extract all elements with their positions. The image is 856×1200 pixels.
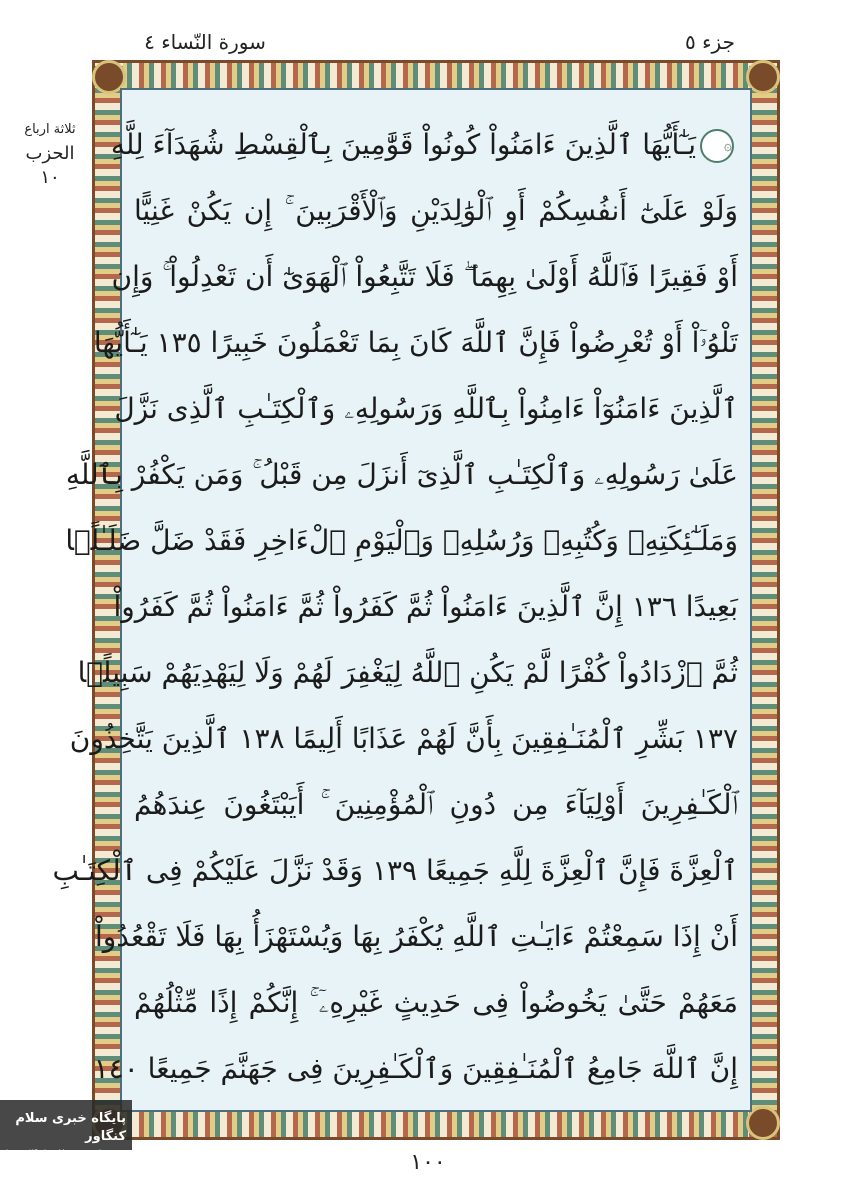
verse-line-7: وَمَلَـٰٓئِكَتِهِۦ وَكُتُبِهِۦ وَرُسُلِهِۦ وَٱلْيَوْمِ ٱلْءَاخِرِ فَقَدْ ضَلَّ ضَلَـٰلًۢا <box>65 524 738 557</box>
hizb-side-note <box>8 118 92 190</box>
verse-line-9: ثُمَّ ٱزْدَادُواْ كُفْرًا لَّمْ يَكُنِ ٱللَّهُ لِيَغْفِرَ لَهُمْ وَلَا لِيَهْدِيَهُمْ سَبِيلًۢا <box>77 656 738 689</box>
verse-line-11: ٱلْكَـٰفِرِينَ أَوْلِيَآءَ مِن دُونِ ٱلْمُؤْمِنِينَ ۚ أَيَبْتَغُونَ عِندَهُمُ <box>134 788 738 821</box>
watermark-url: https://SalamKangavar.ir <box>6 1148 105 1158</box>
quran-text-panel <box>52 88 752 1112</box>
hizb-quarter-label: ثلاثة ارباع <box>24 122 76 137</box>
verse-line-3: أَوْ فَقِيرًا فَٱللَّهُ أَوْلَىٰ بِهِمَا ۖ فَلَا تَتَّبِعُواْ ٱلْهَوَىٰٓ أَن تَعْدِلُواْ ۚ وَإِن <box>111 260 738 293</box>
verse-line-5: ٱلَّذِينَ ءَامَنُوٓاْ ءَامِنُواْ بِٱللَّهِ وَرَسُولِهِۦ وَٱلْكِتَـٰبِ ٱلَّذِى نَزَّلَ <box>114 392 738 425</box>
page-number: ١٠٠ <box>410 1150 446 1175</box>
verse-line-13: أَنْ إِذَا سَمِعْتُمْ ءَايَـٰتِ ٱللَّهِ يُكْفَرُ بِهَا وَيُسْتَهْزَأُ بِهَا فَلَا تَقْعُدُواْ <box>94 920 738 953</box>
verse-line-8: بَعِيدًا ١٣٦ إِنَّ ٱلَّذِينَ ءَامَنُواْ ثُمَّ كَفَرُواْ ثُمَّ ءَامَنُواْ ثُمَّ كَفَرُواْ <box>113 590 738 623</box>
watermark-title: پایگاه خبری سلام کنگاور <box>15 1111 126 1144</box>
hizb-number: ١٠ <box>40 167 60 188</box>
frame-border-bottom <box>95 1109 777 1137</box>
rub-el-hizb-icon: ۞ <box>700 129 734 163</box>
frame-border-top <box>95 63 777 91</box>
verse-line-14: مَعَهُمْ حَتَّىٰ يَخُوضُواْ فِى حَدِيثٍ غَيْرِهِۦٓ ۚ إِنَّكُمْ إِذًا مِّثْلُهُمْ <box>134 986 738 1019</box>
verse-line-15: إِنَّ ٱللَّهَ جَامِعُ ٱلْمُنَـٰفِقِينَ وَٱلْكَـٰفِرِينَ فِى جَهَنَّمَ جَمِيعًا ١٤٠ <box>93 1052 738 1085</box>
verse-line-2: وَلَوْ عَلَىٰٓ أَنفُسِكُمْ أَوِ ٱلْوَٰلِدَيْنِ وَٱلْأَقْرَبِينَ ۚ إِن يَكُنْ غَنِيًّا <box>134 194 738 227</box>
verse-line-1 <box>110 110 738 180</box>
juz-header: جزء ٥ <box>685 30 735 54</box>
verse-line-4: تَلْوُۥٓاْ أَوْ تُعْرِضُواْ فَإِنَّ ٱللَّهَ كَانَ بِمَا تَعْمَلُونَ خَبِيرًا ١٣٥ يَـٰٓأَيُّهَا <box>93 326 738 359</box>
site-watermark <box>0 1100 132 1158</box>
verse-line-12: ٱلْعِزَّةَ فَإِنَّ ٱلْعِزَّةَ لِلَّهِ جَمِيعًا ١٣٩ وَقَدْ نَزَّلَ عَلَيْكُمْ فِى ٱلْكِتَـٰبِ <box>52 854 738 887</box>
verse-line-6: عَلَىٰ رَسُولِهِۦ وَٱلْكِتَـٰبِ ٱلَّذِىٓ أَنزَلَ مِن قَبْلُ ۚ وَمَن يَكْفُرْ بِٱللَّهِ <box>65 458 738 491</box>
verse-line-10: ١٣٧ بَشِّرِ ٱلْمُنَـٰفِقِينَ بِأَنَّ لَهُمْ عَذَابًا أَلِيمًا ١٣٨ ٱلَّذِينَ يَتَّخِذُونَ <box>69 722 738 755</box>
surah-header: سورة النّساء ٤ <box>144 30 266 54</box>
frame-border-right <box>749 63 777 1137</box>
verse-line-text: يَـٰٓأَيُّهَا ٱلَّذِينَ ءَامَنُواْ كُونُواْ قَوَّٰمِينَ بِٱلْقِسْطِ شُهَدَآءَ لِلَّهِ <box>110 128 696 161</box>
hizb-label: الحزب <box>25 143 75 164</box>
